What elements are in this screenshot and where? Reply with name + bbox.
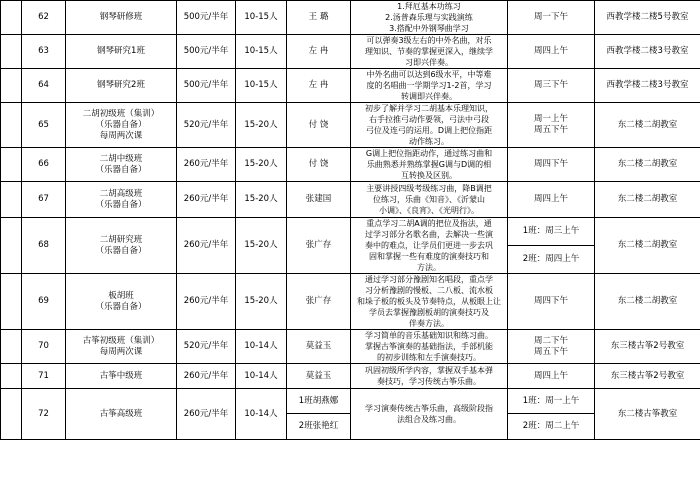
course-content-line: 2.汤普森乐理与实践演练: [385, 13, 473, 22]
table-row: [1, 218, 700, 246]
table-row: [1, 364, 700, 389]
classroom-line: 西教学楼二楼5号教室: [606, 12, 689, 22]
class-size-line: 15-20人: [244, 159, 278, 169]
course-fee-line: 520元/半年: [183, 119, 229, 130]
teacher: [287, 218, 351, 274]
course-number: [22, 364, 66, 389]
class-time-line: 周四下午: [533, 159, 568, 169]
course-fee: [177, 35, 236, 69]
class-size: [236, 330, 287, 364]
course-name-line: 古筝高级班: [99, 408, 143, 419]
course-number-line: 70: [38, 341, 49, 351]
course-content-line: 动作练习。: [409, 137, 449, 146]
row-margin: [1, 218, 22, 274]
class-time-line: 周四上午: [533, 370, 568, 381]
course-fee: [177, 103, 236, 148]
teacher-line: 张广存: [305, 240, 332, 250]
course-fee-line: 520元/半年: [183, 341, 229, 351]
class-size-line: 10-14人: [244, 341, 278, 351]
course-content: [351, 1, 508, 35]
course-name: [66, 274, 177, 330]
course-name: [66, 1, 177, 35]
course-name-line: 每周两次课: [99, 130, 143, 141]
course-name: [66, 330, 177, 364]
course-content-line: 度的名唱曲一学期学习1-2首，学习: [366, 81, 492, 90]
teacher-line: 张广存: [305, 296, 332, 306]
course-content-line: 重点学习二胡A调的把位及指法，通: [366, 219, 492, 228]
course-content-line: 右手拉推弓动作要领，弓法中弓段: [369, 115, 489, 124]
teacher-line: 莫益玉: [305, 370, 332, 381]
course-content-line: 学习演奏传统古筝乐曲，高级阶段指: [365, 404, 493, 413]
course-content-line: 学员去掌握豫剧板胡的演奏技巧及: [369, 308, 489, 317]
row-margin: [1, 103, 22, 148]
class-size-line: 15-20人: [244, 119, 278, 130]
course-fee: [177, 389, 236, 440]
table-row: [1, 35, 700, 69]
course-content: [351, 364, 508, 389]
classroom: [595, 148, 700, 182]
course-content-line: 位练习，乐曲《知音》、《沂蒙山: [373, 195, 485, 204]
course-name-line: 板胡班: [108, 290, 134, 301]
classroom-line: 东三楼古筝2号教室: [610, 341, 685, 351]
course-number-line: 67: [38, 194, 49, 204]
course-number: [22, 274, 66, 330]
row-margin: [1, 182, 22, 218]
class-time: [508, 274, 595, 330]
course-name-line: （乐器自备）: [95, 164, 147, 175]
course-fee-line: 260元/半年: [183, 370, 229, 381]
course-content: [351, 218, 508, 274]
class-size-line: 15-20人: [244, 240, 278, 250]
course-fee-line: 260元/半年: [183, 408, 229, 419]
row-margin: [1, 35, 22, 69]
course-content: [351, 148, 508, 182]
course-name: [66, 364, 177, 389]
course-fee-line: 500元/半年: [183, 80, 229, 90]
classroom-line: 东二楼二胡教室: [617, 159, 678, 169]
class-time: [508, 246, 595, 274]
course-number: [22, 330, 66, 364]
course-content-line: 乐曲熟悉并熟练掌握G调与D调的相: [366, 160, 492, 169]
teacher-line: 张建国: [305, 194, 332, 204]
teacher-line: 左 冉: [308, 46, 329, 56]
class-time-line: 2班：周二上午: [522, 421, 580, 431]
class-size: [236, 364, 287, 389]
course-fee-line: 260元/半年: [183, 159, 229, 169]
table-row: [1, 389, 700, 414]
classroom-line: 西教学楼二楼3号教室: [606, 46, 689, 56]
course-fee: [177, 330, 236, 364]
classroom-line: 西教学楼二楼3号教室: [606, 80, 689, 90]
course-content-line: 的初步训练和左手演奏技巧。: [377, 353, 481, 362]
course-fee: [177, 148, 236, 182]
course-content-line: 习分析豫剧的慢板、二八板、流水板: [365, 286, 493, 295]
table-row: [1, 330, 700, 364]
classroom-line: 东二楼二胡教室: [617, 240, 678, 250]
course-name-line: 钢琴研究2班: [97, 80, 145, 90]
row-margin: [1, 1, 22, 35]
teacher: [287, 1, 351, 35]
course-number-line: 69: [38, 296, 49, 306]
teacher-line: 付 饶: [308, 159, 329, 169]
classroom-line: 东二楼二胡教室: [617, 194, 678, 204]
classroom: [595, 69, 700, 103]
table-row: [1, 148, 700, 182]
row-margin: [1, 274, 22, 330]
classroom: [595, 389, 700, 440]
classroom: [595, 330, 700, 364]
course-name: [66, 35, 177, 69]
course-content-line: 巩固初级所学内容，掌握双手基本弹: [365, 366, 493, 375]
table-row: [1, 69, 700, 103]
teacher-line: 王 璐: [308, 12, 329, 22]
course-content-line: 1.拜厄基本功练习: [397, 2, 461, 11]
class-size: [236, 218, 287, 274]
course-number: [22, 103, 66, 148]
course-name-line: 二胡高级班: [99, 188, 143, 199]
class-time: [508, 35, 595, 69]
course-content: [351, 182, 508, 218]
teacher: [287, 274, 351, 330]
teacher: [287, 364, 351, 389]
course-number: [22, 148, 66, 182]
course-content: [351, 389, 508, 440]
class-size-line: 10-15人: [244, 46, 278, 56]
course-content-line: 理知识、节奏的掌握更深入，继续学: [365, 47, 493, 56]
class-time: [508, 364, 595, 389]
course-content-line: 可以弹奏3级左右的中外名曲，对乐: [366, 36, 492, 45]
class-time-line: 周二下午: [533, 335, 568, 346]
course-content-line: 奏技巧，学习传统古筝乐曲。: [377, 377, 481, 386]
teacher: [287, 103, 351, 148]
course-number-line: 66: [38, 159, 49, 169]
course-content-line: 和垛子板的板头及节奏特点，从板眼上让: [357, 297, 501, 306]
course-number: [22, 389, 66, 440]
teacher-line: 左 冉: [308, 80, 329, 90]
course-number: [22, 69, 66, 103]
course-content-line: 初步了解并学习二胡基本乐理知识，: [365, 104, 493, 113]
course-content-line: 方法。: [417, 263, 441, 272]
course-name-line: 二胡初级班（集训）: [82, 108, 160, 119]
teacher: [287, 69, 351, 103]
course-content-line: 主要讲授四级考级练习曲，降B调把: [366, 184, 492, 193]
classroom: [595, 103, 700, 148]
course-content-line: 过学习部分名歌名曲，去解决一些演: [365, 230, 493, 239]
class-size: [236, 389, 287, 440]
course-content-line: 中外名曲可以达到6级水平，中等难: [366, 70, 492, 79]
classroom-line: 东三楼古筝2号教室: [610, 370, 685, 381]
course-name-line: （乐器自备）: [95, 245, 147, 256]
classroom: [595, 1, 700, 35]
course-name: [66, 103, 177, 148]
teacher: [287, 330, 351, 364]
course-number: [22, 1, 66, 35]
course-content-line: 3.搭配中外钢琴曲学习: [389, 24, 469, 33]
teacher-line: 莫益玉: [305, 341, 332, 351]
class-time: [508, 414, 595, 440]
classroom-line: 东二楼二胡教室: [617, 119, 678, 130]
course-content: [351, 274, 508, 330]
class-time-line: 周一上午: [533, 114, 568, 124]
course-name: [66, 218, 177, 274]
teacher: [287, 389, 351, 414]
class-time-line: 周四上午: [533, 46, 568, 56]
row-margin: [1, 389, 22, 440]
course-number: [22, 182, 66, 218]
class-time-line: 1班：周一上午: [522, 395, 580, 406]
course-content-line: 固和掌握一些有难度的演奏技巧和: [369, 252, 489, 261]
class-time-line: 周五下午: [533, 346, 568, 357]
class-size: [236, 1, 287, 35]
teacher: [287, 148, 351, 182]
course-name: [66, 69, 177, 103]
class-time: [508, 1, 595, 35]
class-time: [508, 182, 595, 218]
course-number: [22, 35, 66, 69]
course-name: [66, 182, 177, 218]
course-fee: [177, 69, 236, 103]
class-size-line: 10-15人: [244, 12, 278, 22]
classroom: [595, 182, 700, 218]
course-number-line: 62: [38, 12, 49, 22]
course-fee-line: 260元/半年: [183, 296, 229, 306]
classroom: [595, 364, 700, 389]
teacher: [287, 35, 351, 69]
course-fee: [177, 364, 236, 389]
course-content-line: 掌握古筝演奏的基础指法，手部机能: [365, 342, 493, 351]
course-content-line: 法组合及练习曲。: [397, 415, 461, 424]
class-size: [236, 103, 287, 148]
table-row: [1, 1, 700, 35]
course-fee-line: 500元/半年: [183, 12, 229, 22]
course-content-line: G调上把位指距动作，通过练习曲和: [365, 149, 493, 158]
course-name-line: 古筝初级班（集训）: [82, 335, 160, 346]
class-time: [508, 330, 595, 364]
class-time: [508, 69, 595, 103]
class-size: [236, 182, 287, 218]
course-number-line: 71: [38, 370, 49, 381]
class-time-line: 2班：周四上午: [522, 254, 580, 264]
course-content-line: 小调》、《良宵》、《光明行》。: [379, 206, 479, 215]
teacher: [287, 414, 351, 440]
class-size-line: 15-20人: [244, 194, 278, 204]
row-margin: [1, 364, 22, 389]
course-name: [66, 148, 177, 182]
course-content: [351, 103, 508, 148]
course-number-line: 64: [38, 80, 49, 90]
class-size: [236, 148, 287, 182]
course-name-line: 二胡研究班: [99, 234, 143, 245]
course-name: [66, 389, 177, 440]
row-margin: [1, 330, 22, 364]
row-margin: [1, 148, 22, 182]
teacher-line: 1班胡燕娜: [298, 395, 339, 406]
course-number-line: 65: [38, 119, 49, 130]
course-content: [351, 69, 508, 103]
teacher-line: 2班张艳红: [298, 421, 339, 431]
class-size: [236, 274, 287, 330]
course-fee-line: 500元/半年: [183, 46, 229, 56]
course-content-line: 学习简单的音乐基础知识和练习曲。: [365, 331, 493, 340]
course-fee: [177, 274, 236, 330]
class-size: [236, 35, 287, 69]
course-name-line: （乐器自备）: [95, 301, 147, 312]
table-row: [1, 103, 700, 148]
table-row: [1, 274, 700, 330]
class-time: [508, 218, 595, 246]
class-time-line: 周四下午: [533, 296, 568, 306]
course-content-line: 互转换及区别。: [401, 171, 457, 180]
course-number-line: 68: [38, 240, 49, 250]
class-size-line: 10-15人: [244, 80, 278, 90]
teacher: [287, 182, 351, 218]
course-fee: [177, 218, 236, 274]
course-number-line: 63: [38, 46, 49, 56]
class-time-line: 1班：周三上午: [522, 226, 580, 236]
classroom: [595, 274, 700, 330]
course-name-line: 二胡中级班: [99, 153, 143, 164]
class-time-line: 周三下午: [533, 80, 568, 90]
class-size-line: 15-20人: [244, 296, 278, 306]
course-content: [351, 330, 508, 364]
class-size: [236, 69, 287, 103]
course-content-line: 习即兴伴奏。: [405, 58, 453, 67]
course-number: [22, 218, 66, 274]
course-fee: [177, 1, 236, 35]
classroom-line: 东二楼二胡教室: [617, 296, 678, 306]
course-number-line: 72: [38, 408, 49, 419]
course-name-line: （乐器自备）: [95, 199, 147, 210]
course-content-line: 弓位及连弓的运用。D调上把位指距: [365, 126, 493, 135]
classroom: [595, 35, 700, 69]
course-content-line: 伴奏方法。: [409, 319, 449, 328]
class-size-line: 10-14人: [244, 408, 278, 419]
class-time: [508, 103, 595, 148]
class-size-line: 10-14人: [244, 370, 278, 381]
course-content: [351, 35, 508, 69]
course-name-line: 每周两次课: [99, 346, 143, 357]
class-time-line: 周四上午: [533, 194, 568, 204]
course-name-line: 钢琴研究1班: [97, 46, 145, 56]
course-content-line: 转调即兴伴奏。: [401, 92, 457, 101]
course-content-line: 通过学习部分豫剧知名唱段，重点学: [365, 275, 493, 284]
teacher-line: 付 饶: [308, 119, 329, 130]
classroom-line: 东二楼古筝教室: [617, 408, 678, 419]
class-time: [508, 389, 595, 414]
course-fee: [177, 182, 236, 218]
class-time-line: 周五下午: [533, 125, 568, 135]
class-time: [508, 148, 595, 182]
table-row: [1, 182, 700, 218]
classroom: [595, 218, 700, 274]
course-fee-line: 260元/半年: [183, 240, 229, 250]
class-time-line: 周一下午: [533, 12, 568, 22]
course-fee-line: 260元/半年: [183, 194, 229, 204]
course-name-line: （乐器自备）: [95, 119, 147, 130]
course-name-line: 古筝中级班: [99, 370, 143, 381]
course-name-line: 钢琴研修班: [99, 12, 143, 22]
row-margin: [1, 69, 22, 103]
course-content-line: 奏中的难点，让学员们更进一步去巩: [365, 241, 493, 250]
